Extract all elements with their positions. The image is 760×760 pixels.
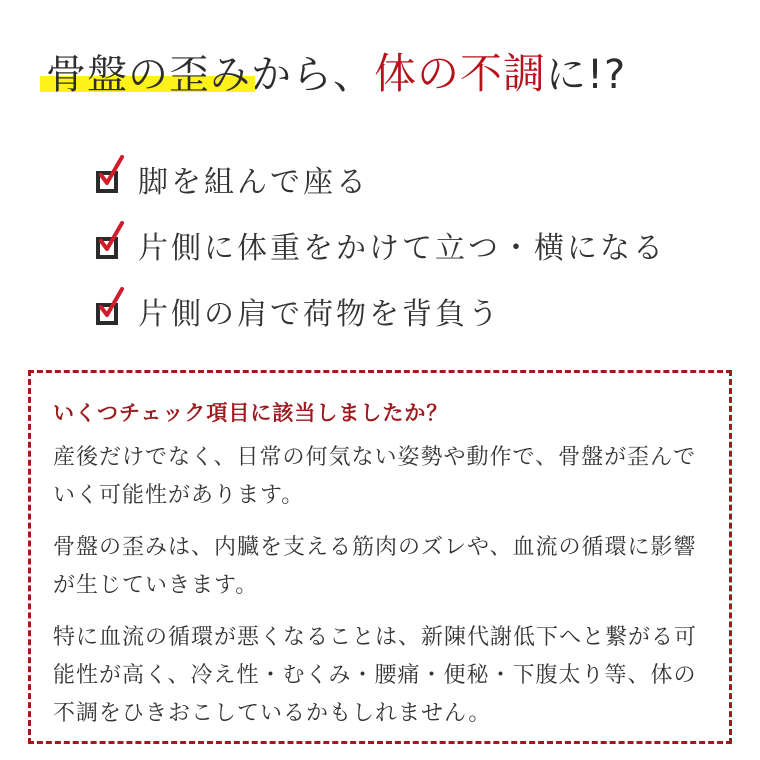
checked-checkbox-icon	[96, 237, 118, 259]
headline-highlighted-text: 骨盤の歪み	[46, 52, 251, 98]
headline-ending-text: に!?	[546, 52, 627, 98]
checked-checkbox-icon	[96, 303, 118, 325]
checklist	[96, 146, 666, 344]
headline-accent-text: 体の不調	[374, 49, 547, 98]
checklist-item	[96, 278, 666, 344]
info-box	[28, 370, 732, 744]
checklist-item	[96, 212, 666, 278]
headline	[46, 44, 626, 104]
checklist-item-text: 片側の肩で荷物を背負う	[138, 297, 501, 332]
checked-checkbox-icon	[96, 171, 118, 193]
checklist-item-text: 片側に体重をかけて立つ・横になる	[138, 231, 666, 266]
checklist-item-text: 脚を組んで座る	[138, 165, 369, 200]
checklist-item	[96, 146, 666, 212]
info-paragraph: 特に血流の循環が悪くなることは、新陳代謝低下へと繋がる可能性が高く、冷え性・むくみ・腰痛・便秘・下腹太り等、体の不調をひきおこしているかもしれません。	[53, 625, 698, 726]
info-paragraph: 産後だけでなく、日常の何気ない姿勢や動作で、骨盤が歪んでいく可能性があります。	[53, 445, 697, 508]
headline-connector-text: から、	[251, 52, 374, 98]
info-box-title: いくつチェック項目に該当しましたか？	[53, 401, 449, 425]
info-paragraph: 骨盤の歪みは、内臓を支える筋肉のズレや、血流の循環に影響が生じていきます。	[53, 535, 697, 598]
